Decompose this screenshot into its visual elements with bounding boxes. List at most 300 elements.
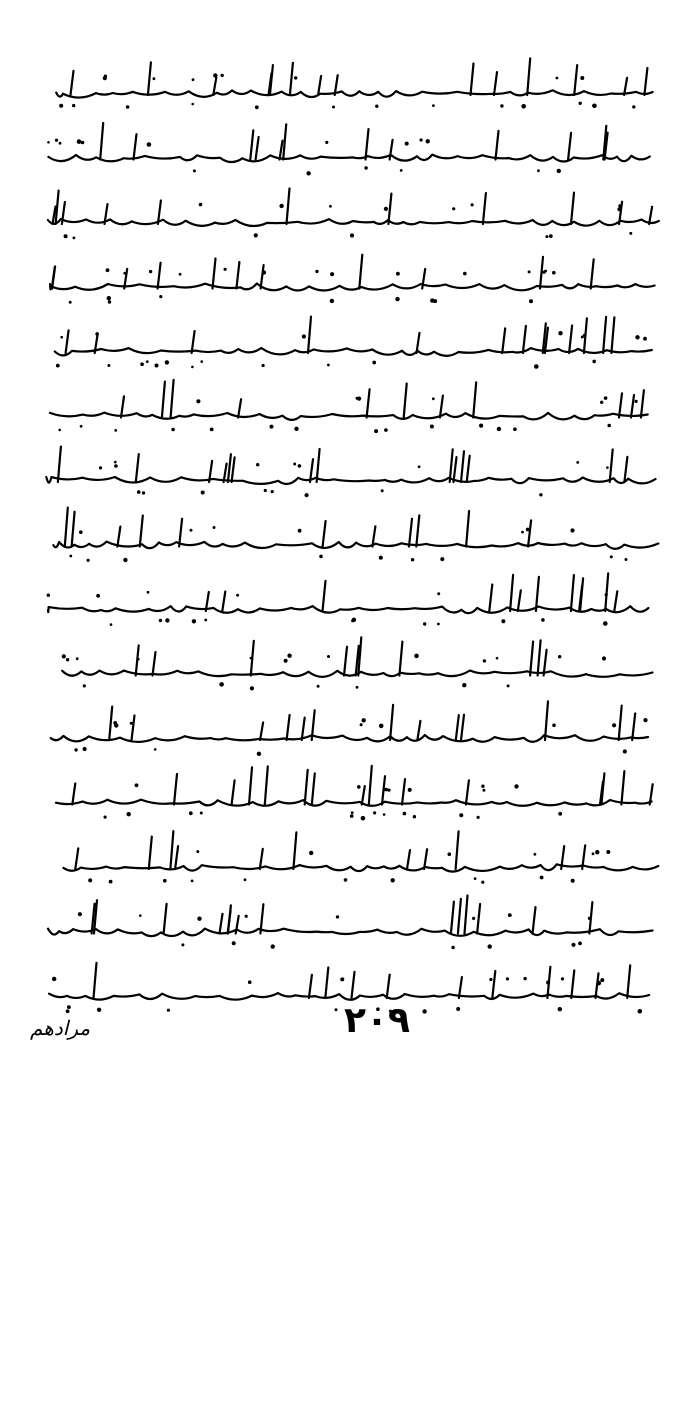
- diacritic-dot: [546, 981, 550, 985]
- script-stroke: [483, 193, 486, 224]
- script-stroke: [260, 849, 263, 869]
- diacritic-dot: [374, 429, 378, 433]
- manuscript-line: [48, 896, 653, 950]
- diacritic-dot: [88, 878, 92, 882]
- diacritic-dot: [271, 490, 274, 493]
- script-stroke: [94, 963, 97, 998]
- diacritic-dot: [294, 76, 297, 79]
- diacritic-dot: [607, 424, 611, 428]
- diacritic-dot: [146, 360, 149, 363]
- script-stroke: [571, 970, 574, 998]
- diacritic-dot: [433, 299, 437, 303]
- diacritic-dot: [204, 619, 207, 622]
- script-stroke: [456, 715, 459, 740]
- diacritic-dot: [110, 623, 113, 626]
- diacritic-dot: [69, 301, 72, 304]
- script-stroke: [270, 65, 273, 95]
- script-stroke: [140, 516, 143, 547]
- script-stroke: [153, 652, 156, 676]
- diacritic-dot: [256, 463, 259, 466]
- diacritic-dot: [413, 815, 416, 818]
- script-stroke: [461, 715, 464, 740]
- diacritic-dot: [287, 654, 291, 658]
- diacritic-dot: [395, 297, 399, 301]
- diacritic-dot: [142, 491, 145, 494]
- script-stroke: [417, 333, 420, 353]
- diacritic-dot: [130, 722, 133, 725]
- diacritic-dot: [69, 555, 72, 558]
- diacritic-dot: [294, 427, 298, 431]
- diacritic-dot: [426, 139, 430, 143]
- diacritic-dot: [336, 915, 339, 918]
- diacritic-dot: [221, 74, 224, 77]
- script-stroke: [510, 575, 513, 611]
- diacritic-dot: [139, 914, 142, 917]
- diacritic-dot: [384, 788, 388, 792]
- manuscript-line: [50, 255, 655, 304]
- script-stroke: [624, 457, 627, 482]
- script-stroke: [66, 330, 69, 353]
- script-stroke: [50, 413, 648, 420]
- script-stroke: [162, 382, 165, 418]
- diacritic-dot: [327, 364, 330, 367]
- script-stroke: [610, 450, 613, 483]
- diacritic-dot: [483, 659, 486, 662]
- diacritic-dot: [236, 594, 239, 597]
- script-stroke: [492, 971, 495, 998]
- diacritic-dot: [159, 619, 162, 622]
- diacritic-dot: [418, 465, 421, 468]
- diacritic-dot: [364, 166, 367, 169]
- diacritic-dot: [463, 272, 467, 276]
- script-stroke: [489, 585, 492, 612]
- diacritic-dot: [610, 555, 613, 558]
- script-stroke: [450, 449, 453, 482]
- diacritic-dot: [561, 977, 564, 980]
- diacritic-dot: [350, 814, 354, 818]
- diacritic-dot: [500, 104, 503, 107]
- script-stroke: [611, 317, 614, 353]
- diacritic-dot: [552, 271, 556, 275]
- diacritic-dot: [437, 592, 440, 595]
- diacritic-dot: [571, 879, 575, 883]
- diacritic-dot: [104, 75, 107, 78]
- diacritic-dot: [163, 879, 167, 883]
- diacritic-dot: [471, 203, 474, 206]
- script-stroke: [280, 141, 283, 160]
- diacritic-dot: [66, 658, 69, 661]
- diacritic-dot: [521, 531, 524, 534]
- diacritic-dot: [570, 528, 574, 532]
- diacritic-dot: [264, 489, 267, 492]
- diacritic-dot: [558, 1007, 562, 1011]
- diacritic-dot: [224, 268, 227, 271]
- diacritic-dot: [479, 424, 483, 428]
- diacritic-dot: [448, 852, 452, 856]
- diacritic-dot: [255, 105, 259, 109]
- diacritic-dot: [66, 1009, 70, 1013]
- script-stroke: [458, 899, 461, 934]
- script-stroke: [238, 399, 241, 417]
- diacritic-dot: [201, 491, 205, 495]
- diacritic-dot: [521, 104, 526, 109]
- script-stroke: [232, 780, 235, 804]
- diacritic-dot: [332, 106, 335, 109]
- script-stroke: [603, 317, 606, 353]
- diacritic-dot: [72, 104, 75, 107]
- diacritic-dot: [537, 169, 540, 172]
- diacritic-dot: [192, 78, 195, 81]
- diacritic-dot: [605, 593, 608, 596]
- diacritic-dot: [192, 619, 196, 623]
- diacritic-dot: [481, 785, 484, 788]
- manuscript-line: [55, 317, 652, 369]
- script-stroke: [533, 907, 536, 933]
- script-stroke: [174, 774, 177, 805]
- diacritic-dot: [193, 169, 196, 172]
- script-stroke: [49, 993, 649, 1000]
- diacritic-dot: [391, 878, 395, 882]
- script-stroke: [473, 382, 476, 417]
- script-stroke: [605, 573, 608, 611]
- script-stroke: [451, 902, 454, 934]
- diacritic-dot: [309, 851, 313, 855]
- diacritic-dot: [77, 139, 82, 144]
- diacritic-dot: [147, 591, 150, 594]
- script-stroke: [317, 449, 320, 482]
- diacritic-dot: [357, 785, 361, 789]
- diacritic-dot: [87, 559, 90, 562]
- diacritic-dot: [638, 1009, 643, 1014]
- diacritic-dot: [400, 169, 403, 172]
- script-stroke: [369, 766, 372, 805]
- script-stroke: [179, 519, 182, 547]
- diacritic-dot: [159, 295, 162, 298]
- diacritic-dot: [262, 364, 265, 367]
- diacritic-dot: [52, 977, 56, 981]
- diacritic-dot: [459, 813, 463, 817]
- diacritic-dot: [514, 784, 518, 788]
- diacritic-dot: [213, 73, 217, 77]
- script-stroke: [71, 71, 74, 95]
- diacritic-dot: [396, 272, 400, 276]
- script-stroke: [56, 800, 652, 806]
- diacritic-dot: [171, 428, 175, 432]
- diacritic-dot: [600, 401, 603, 404]
- script-stroke: [417, 721, 420, 740]
- diacritic-dot: [497, 427, 501, 431]
- diacritic-dot: [643, 718, 647, 722]
- manuscript-line: [50, 380, 648, 433]
- diacritic-dot: [529, 299, 533, 303]
- diacritic-dot: [155, 364, 159, 368]
- diacritic-dot: [506, 977, 509, 980]
- script-stroke: [52, 267, 55, 289]
- script-stroke: [117, 527, 120, 547]
- diacritic-dot: [319, 555, 323, 559]
- diacritic-dot: [357, 656, 360, 659]
- diacritic-dot: [462, 683, 466, 687]
- script-stroke: [540, 257, 543, 289]
- diacritic-dot: [254, 233, 258, 237]
- diacritic-dot: [140, 362, 144, 366]
- diacritic-dot: [298, 529, 302, 533]
- diacritic-dot: [147, 142, 152, 147]
- diacritic-dot: [408, 788, 412, 792]
- diacritic-dot: [362, 718, 366, 722]
- diacritic-dot: [47, 141, 50, 144]
- diacritic-dot: [191, 366, 194, 369]
- diacritic-dot: [109, 880, 113, 884]
- script-stroke: [459, 977, 462, 998]
- diacritic-dot: [165, 618, 169, 622]
- script-stroke: [579, 586, 582, 611]
- script-stroke: [256, 137, 259, 160]
- diacritic-dot: [357, 397, 361, 401]
- script-stroke: [527, 58, 530, 95]
- diacritic-dot: [114, 464, 118, 468]
- diacritic-dot: [379, 556, 383, 560]
- diacritic-dot: [126, 105, 130, 109]
- diacritic-dot: [106, 268, 110, 272]
- diacritic-dot: [432, 104, 435, 107]
- diacritic-dot: [556, 77, 559, 80]
- diacritic-dot: [83, 684, 86, 687]
- diacritic-dot: [489, 978, 492, 981]
- diacritic-dot: [232, 941, 236, 945]
- diacritic-dot: [629, 232, 632, 235]
- diacritic-dot: [405, 142, 409, 146]
- diacritic-dot: [329, 205, 332, 208]
- script-stroke: [574, 65, 577, 95]
- diacritic-dot: [583, 334, 586, 337]
- script-stroke: [569, 326, 572, 354]
- diacritic-dot: [481, 881, 484, 884]
- script-stroke: [318, 76, 321, 95]
- script-stroke: [344, 647, 347, 676]
- diacritic-dot: [383, 813, 386, 816]
- diacritic-dot: [496, 657, 499, 660]
- diacritic-dot: [543, 271, 546, 274]
- script-stroke: [149, 837, 152, 869]
- diacritic-dot: [618, 204, 621, 207]
- diacritic-dot: [279, 204, 283, 208]
- diacritic-dot: [545, 235, 548, 238]
- diacritic-dot: [113, 721, 117, 725]
- script-stroke: [48, 219, 659, 226]
- diacritic-dot: [592, 852, 595, 855]
- diacritic-dot: [244, 878, 247, 881]
- diacritic-dot: [271, 944, 275, 948]
- diacritic-dot: [528, 270, 531, 273]
- diacritic-dot: [558, 655, 561, 658]
- diacritic-dot: [549, 234, 553, 238]
- diacritic-dot: [381, 489, 384, 492]
- script-stroke: [48, 155, 649, 162]
- diacritic-dot: [571, 943, 575, 947]
- diacritic-dot: [623, 749, 627, 753]
- script-stroke: [232, 457, 235, 482]
- diacritic-dot: [477, 816, 480, 819]
- diacritic-dot: [189, 811, 193, 815]
- diacritic-dot: [539, 493, 542, 496]
- diacritic-dot: [137, 490, 141, 494]
- diacritic-dot: [632, 105, 635, 108]
- diacritic-dot: [58, 429, 61, 432]
- diacritic-dot: [452, 207, 455, 210]
- diacritic-dot: [262, 270, 266, 274]
- diacritic-dot: [315, 270, 318, 273]
- script-stroke: [518, 590, 521, 611]
- script-stroke: [287, 189, 290, 225]
- diacritic-dot: [330, 272, 334, 276]
- diacritic-dot: [588, 917, 591, 920]
- diacritic-dot: [606, 850, 610, 854]
- diacritic-dot: [540, 876, 544, 880]
- script-stroke: [75, 848, 78, 869]
- diacritic-dot: [250, 686, 254, 690]
- diacritic-dot: [350, 233, 354, 237]
- script-stroke: [224, 464, 227, 482]
- script-stroke: [249, 767, 252, 804]
- diacritic-dot: [56, 364, 60, 368]
- diacritic-dot: [411, 558, 414, 561]
- script-stroke: [158, 263, 161, 289]
- diacritic-dot: [200, 812, 203, 815]
- diacritic-dot: [534, 853, 537, 856]
- script-stroke: [50, 284, 655, 291]
- script-stroke: [571, 575, 574, 611]
- diacritic-dot: [351, 811, 354, 814]
- script-stroke: [265, 767, 268, 805]
- diacritic-dot: [508, 913, 512, 917]
- manuscript-line: [56, 766, 653, 821]
- script-stroke: [175, 846, 178, 869]
- script-stroke: [424, 849, 427, 869]
- diacritic-dot: [440, 557, 444, 561]
- diacritic-dot: [600, 978, 604, 982]
- diacritic-dot: [617, 207, 621, 211]
- script-stroke: [64, 864, 659, 871]
- script-stroke: [382, 776, 385, 804]
- script-stroke: [46, 477, 655, 484]
- diacritic-dot: [302, 334, 306, 338]
- diacritic-dot: [78, 912, 82, 916]
- diacritic-dot: [344, 878, 348, 882]
- diacritic-dot: [579, 102, 582, 105]
- diacritic-dot: [361, 816, 366, 821]
- diacritic-dot: [298, 464, 302, 468]
- script-stroke: [290, 63, 293, 95]
- diacritic-dot: [422, 1009, 426, 1013]
- diacritic-dot: [181, 943, 184, 946]
- diacritic-dot: [558, 331, 562, 335]
- diacritic-dot: [191, 880, 194, 883]
- diacritic-dot: [387, 789, 390, 792]
- diacritic-dot: [137, 658, 140, 661]
- script-stroke: [352, 972, 355, 998]
- diacritic-dot: [437, 623, 440, 626]
- script-stroke: [523, 326, 526, 353]
- manuscript-line: [46, 447, 655, 498]
- diacritic-dot: [64, 234, 68, 238]
- script-stroke: [456, 831, 459, 869]
- script-stroke: [305, 770, 308, 805]
- diacritic-dot: [83, 747, 87, 751]
- diacritic-dot: [576, 461, 579, 464]
- diacritic-dot: [210, 428, 214, 432]
- diacritic-dot: [213, 526, 216, 529]
- script-stroke: [465, 896, 468, 934]
- script-stroke: [109, 707, 112, 740]
- script-stroke: [467, 456, 470, 482]
- diacritic-dot: [580, 76, 584, 80]
- script-stroke: [362, 786, 365, 804]
- diacritic-dot: [114, 461, 117, 464]
- diacritic-dot: [552, 724, 556, 728]
- diacritic-dot: [196, 399, 200, 403]
- script-stroke: [164, 904, 167, 934]
- script-stroke: [591, 259, 594, 288]
- script-stroke: [312, 773, 315, 804]
- script-stroke: [170, 831, 173, 869]
- diacritic-dot: [305, 493, 309, 497]
- diacritic-dot: [165, 360, 169, 364]
- diacritic-dot: [80, 425, 83, 428]
- diacritic-dot: [199, 203, 203, 207]
- diacritic-dot: [197, 917, 201, 921]
- diacritic-dot: [74, 748, 77, 751]
- diacritic-dot: [384, 428, 388, 432]
- script-stroke: [148, 62, 151, 95]
- manuscript-line: [64, 831, 659, 884]
- diacritic-dot: [95, 332, 99, 336]
- manuscript-line: [47, 573, 649, 626]
- diacritic-dot: [606, 466, 609, 469]
- diacritic-dot: [96, 594, 100, 598]
- script-stroke: [287, 715, 290, 740]
- script-stroke: [631, 395, 634, 418]
- diacritic-dot: [270, 425, 274, 429]
- diacritic-dot: [456, 1007, 460, 1011]
- script-stroke: [649, 207, 652, 224]
- script-stroke: [404, 384, 407, 418]
- script-stroke: [283, 124, 286, 159]
- script-stroke: [58, 447, 61, 482]
- page-number: ٢٠٩: [344, 1000, 410, 1041]
- manuscript-line: [62, 637, 653, 690]
- script-stroke: [100, 123, 103, 160]
- diacritic-dot: [534, 364, 539, 369]
- script-stroke: [466, 780, 469, 804]
- diacritic-dot: [379, 724, 384, 729]
- diacritic-dot: [59, 104, 63, 108]
- script-stroke: [213, 259, 216, 289]
- diacritic-dot: [423, 622, 426, 625]
- script-stroke: [250, 130, 253, 159]
- script-stroke: [416, 515, 419, 546]
- script-stroke: [402, 779, 405, 804]
- diacritic-dot: [592, 360, 596, 364]
- diacritic-dot: [578, 942, 582, 946]
- diacritic-dot: [245, 915, 248, 918]
- diacritic-dot: [248, 980, 252, 984]
- diacritic-dot: [602, 656, 606, 660]
- diacritic-dot: [360, 723, 363, 726]
- diacritic-dot: [104, 816, 107, 819]
- script-stroke: [134, 134, 137, 159]
- diacritic-dot: [149, 270, 152, 273]
